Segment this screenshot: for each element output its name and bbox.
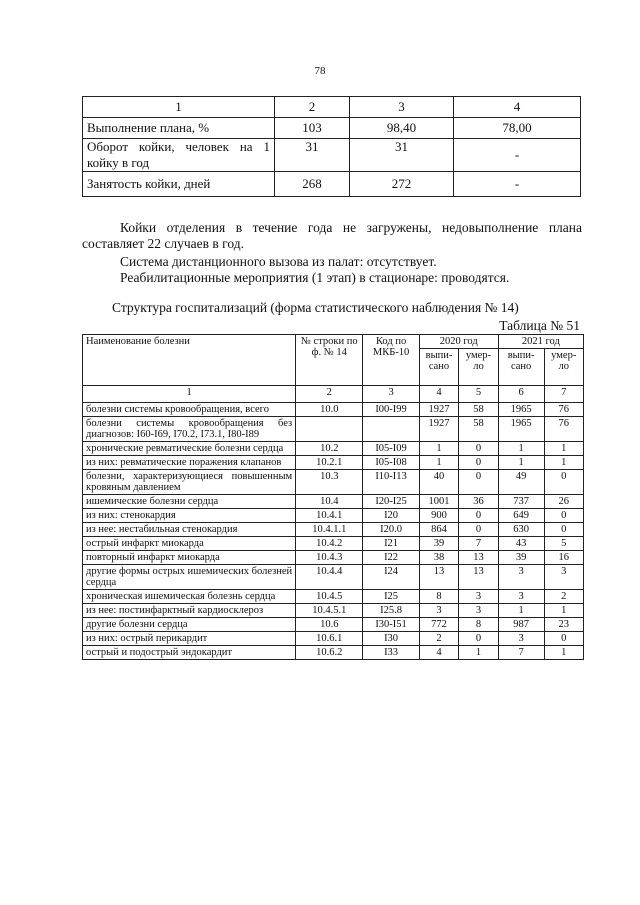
table-cell: 0 xyxy=(459,509,498,523)
table-cell: I30 xyxy=(363,632,419,646)
table-cell: 1 xyxy=(498,456,544,470)
header-discharged: выпи-сано xyxy=(419,349,458,386)
table-cell xyxy=(296,417,363,442)
table-cell: повторный инфаркт миокарда xyxy=(83,551,296,565)
table-cell: 8 xyxy=(419,590,458,604)
table-cell: болезни системы кровообращения, всего xyxy=(83,403,296,417)
table-cell: I20-I25 xyxy=(363,495,419,509)
table-cell: 31 xyxy=(350,139,454,172)
table-cell: 1965 xyxy=(498,403,544,417)
table-cell: I20.0 xyxy=(363,523,419,537)
table-cell: 23 xyxy=(544,618,583,632)
table-cell: 1 xyxy=(83,97,275,118)
table-cell: 3 xyxy=(498,632,544,646)
table-cell: 1 xyxy=(419,456,458,470)
table-cell: 10.4.1.1 xyxy=(296,523,363,537)
table-cell: 10.4.4 xyxy=(296,565,363,590)
table-index-row xyxy=(83,386,584,403)
table-cell: 10.2.1 xyxy=(296,456,363,470)
header-2021: 2021 год xyxy=(498,335,583,349)
table-cell: I21 xyxy=(363,537,419,551)
table-cell: другие болезни сердца xyxy=(83,618,296,632)
table-row xyxy=(83,118,581,139)
table-cell: 10.4.5.1 xyxy=(296,604,363,618)
table-row xyxy=(83,442,584,456)
table-cell: 0 xyxy=(459,456,498,470)
table-cell: 1 xyxy=(544,442,583,456)
table-row xyxy=(83,551,584,565)
table-row xyxy=(83,456,584,470)
table-cell: 1 xyxy=(544,604,583,618)
table-cell: 3 xyxy=(498,590,544,604)
table-cell: 4 xyxy=(419,386,458,403)
table-cell: 10.6.2 xyxy=(296,646,363,660)
table-cell: 7 xyxy=(459,537,498,551)
table-cell: 2 xyxy=(419,632,458,646)
table-cell: 98,40 xyxy=(350,118,454,139)
table-cell: 10.4 xyxy=(296,495,363,509)
header-row-number: № строки по ф. № 14 xyxy=(296,335,363,386)
table-row xyxy=(83,403,584,417)
table-cell: 26 xyxy=(544,495,583,509)
table-row xyxy=(83,139,581,172)
table-cell: 13 xyxy=(419,565,458,590)
table-cell: 4 xyxy=(419,646,458,660)
table-cell: 49 xyxy=(498,470,544,495)
table-row xyxy=(83,618,584,632)
table-cell: 13 xyxy=(459,551,498,565)
table-cell: 1001 xyxy=(419,495,458,509)
table-cell: 772 xyxy=(419,618,458,632)
table-cell: 0 xyxy=(544,470,583,495)
table-cell: I22 xyxy=(363,551,419,565)
table-cell: 10.4.3 xyxy=(296,551,363,565)
table-cell: 10.2 xyxy=(296,442,363,456)
table-cell: 10.4.1 xyxy=(296,509,363,523)
table-cell: 8 xyxy=(459,618,498,632)
table-cell: 38 xyxy=(419,551,458,565)
table-caption: Структура госпитализаций (форма статистического наблюдения № 14) xyxy=(112,300,519,315)
table-cell: 1 xyxy=(83,386,296,403)
table-header-row xyxy=(83,97,581,118)
table-cell: 5 xyxy=(459,386,498,403)
table-cell: 2 xyxy=(275,97,350,118)
table-cell: 1965 xyxy=(498,417,544,442)
table-cell: I33 xyxy=(363,646,419,660)
table-cell: острый инфаркт миокарда xyxy=(83,537,296,551)
table-cell: ишемические болезни сердца xyxy=(83,495,296,509)
table-row xyxy=(83,509,584,523)
table-cell: 10.6 xyxy=(296,618,363,632)
table-row xyxy=(83,523,584,537)
table-cell: 1 xyxy=(498,604,544,618)
table-cell: 737 xyxy=(498,495,544,509)
table-cell: 10.4.5 xyxy=(296,590,363,604)
table-cell: 76 xyxy=(544,403,583,417)
paragraph: Система дистанционного вызова из палат: отсутствует. xyxy=(120,254,437,269)
table-row xyxy=(83,646,584,660)
table-cell: 0 xyxy=(544,523,583,537)
table-cell: 1927 xyxy=(419,417,458,442)
table-cell: 39 xyxy=(419,537,458,551)
table-cell: 39 xyxy=(498,551,544,565)
table-cell: 78,00 xyxy=(454,118,581,139)
table-cell: 864 xyxy=(419,523,458,537)
table-cell: другие формы острых ишемических болезней сердца xyxy=(83,565,296,590)
table-cell: острый и подострый эндокардит xyxy=(83,646,296,660)
paragraph: Реабилитационные мероприятия (1 этап) в стационаре: проводятся. xyxy=(120,270,510,285)
table-cell: 987 xyxy=(498,618,544,632)
table-cell: 3 xyxy=(459,590,498,604)
table-cell: 10.3 xyxy=(296,470,363,495)
table-number: Таблица № 51 xyxy=(499,318,580,333)
table-cell: 649 xyxy=(498,509,544,523)
table-cell: 0 xyxy=(459,523,498,537)
table-cell: 36 xyxy=(459,495,498,509)
table-cell: 3 xyxy=(419,604,458,618)
header-died: умер-ло xyxy=(459,349,498,386)
header-2020: 2020 год xyxy=(419,335,498,349)
table-cell: 0 xyxy=(459,442,498,456)
table-cell: - xyxy=(454,139,581,172)
table-row xyxy=(83,470,584,495)
table-cell: 40 xyxy=(419,470,458,495)
table-cell: I10-I13 xyxy=(363,470,419,495)
table-cell: 3 xyxy=(459,604,498,618)
table-cell: I05-I09 xyxy=(363,442,419,456)
table-cell: из нее: постинфарктный кардиосклероз xyxy=(83,604,296,618)
table-cell: 0 xyxy=(544,632,583,646)
page-number: 78 xyxy=(314,65,326,77)
header-died: умер-ло xyxy=(544,349,583,386)
table-cell: Выполнение плана, % xyxy=(83,118,275,139)
table-cell: болезни системы кровообращения без диагнозов: I60-I69, I70.2, I73.1, I80-I89 xyxy=(83,417,296,442)
summary-table xyxy=(82,96,581,197)
table-cell: 31 xyxy=(275,139,350,172)
table-cell: 0 xyxy=(459,470,498,495)
table-cell: 1 xyxy=(419,442,458,456)
header-mkb-code: Код по МКБ-10 xyxy=(363,335,419,386)
table-cell: из нее: нестабильная стенокардия xyxy=(83,523,296,537)
table-cell: из них: стенокардия xyxy=(83,509,296,523)
table-cell: 1 xyxy=(498,442,544,456)
table-row xyxy=(83,537,584,551)
table-cell: 630 xyxy=(498,523,544,537)
table-row xyxy=(83,604,584,618)
table-cell: I25 xyxy=(363,590,419,604)
table-cell: хроническая ишемическая болезнь сердца xyxy=(83,590,296,604)
table-cell: хронические ревматические болезни сердца xyxy=(83,442,296,456)
table-row xyxy=(83,172,581,197)
table-row xyxy=(83,632,584,646)
table-cell: 3 xyxy=(350,97,454,118)
table-cell: 900 xyxy=(419,509,458,523)
table-cell: 3 xyxy=(363,386,419,403)
table-cell: 6 xyxy=(498,386,544,403)
table-cell: 43 xyxy=(498,537,544,551)
table-cell: Оборот койки, человек на 1 койку в год xyxy=(83,139,275,172)
table-cell: 7 xyxy=(544,386,583,403)
table-cell: 0 xyxy=(544,509,583,523)
table-body xyxy=(83,403,584,660)
paragraph: Койки отделения в течение года не загружены, недовыполнение плана составляет 22 случаев в год. xyxy=(82,220,582,251)
table-cell xyxy=(363,417,419,442)
table-header-row xyxy=(83,335,584,349)
table-cell: 13 xyxy=(459,565,498,590)
table-cell: 58 xyxy=(459,417,498,442)
table-cell: 5 xyxy=(544,537,583,551)
table-cell: 1 xyxy=(459,646,498,660)
header-name: Наименование болезни xyxy=(83,335,296,386)
table-cell: 4 xyxy=(454,97,581,118)
table-cell: 103 xyxy=(275,118,350,139)
table-cell: 1 xyxy=(544,646,583,660)
table-cell: 3 xyxy=(544,565,583,590)
table-cell: 16 xyxy=(544,551,583,565)
table-cell: I30-I51 xyxy=(363,618,419,632)
table-cell: 3 xyxy=(498,565,544,590)
table-cell: I05-I08 xyxy=(363,456,419,470)
table-cell: 7 xyxy=(498,646,544,660)
table-cell: 268 xyxy=(275,172,350,197)
table-cell: 272 xyxy=(350,172,454,197)
table-cell: 58 xyxy=(459,403,498,417)
table-cell: 0 xyxy=(459,632,498,646)
table-cell: 1927 xyxy=(419,403,458,417)
table-row xyxy=(83,590,584,604)
table-cell: 2 xyxy=(544,590,583,604)
table-cell: I20 xyxy=(363,509,419,523)
table-cell: 10.6.1 xyxy=(296,632,363,646)
table-row xyxy=(83,565,584,590)
table-cell: из них: острый перикардит xyxy=(83,632,296,646)
table-row xyxy=(83,495,584,509)
table-cell: 76 xyxy=(544,417,583,442)
table-cell: 2 xyxy=(296,386,363,403)
header-discharged: выпи-сано xyxy=(498,349,544,386)
table-cell: Занятость койки, дней xyxy=(83,172,275,197)
table-cell: 10.0 xyxy=(296,403,363,417)
table-cell: - xyxy=(454,172,581,197)
table-cell: 10.4.2 xyxy=(296,537,363,551)
table-cell: I00-I99 xyxy=(363,403,419,417)
table-cell: I25.8 xyxy=(363,604,419,618)
table-cell: 1 xyxy=(544,456,583,470)
table-row xyxy=(83,417,584,442)
table-cell: из них: ревматические поражения клапанов xyxy=(83,456,296,470)
table-cell: болезни, характеризующиеся повышенным кровяным давлением xyxy=(83,470,296,495)
table-cell: I24 xyxy=(363,565,419,590)
hospitalization-table xyxy=(82,334,584,660)
